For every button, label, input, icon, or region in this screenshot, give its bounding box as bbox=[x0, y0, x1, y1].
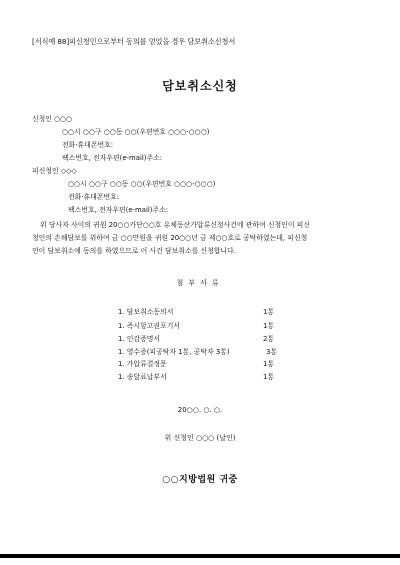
attachment-qty: 1통 bbox=[263, 373, 275, 381]
attachment-qty: 2통 bbox=[263, 335, 275, 343]
body-paragraph bbox=[32, 219, 370, 258]
attachment-name: 1. 즉시항고권포기서 bbox=[118, 322, 181, 330]
attachment-name: 1. 가압류결정문 bbox=[118, 360, 167, 368]
attachment-name: 1. 송달료납부서 bbox=[118, 373, 167, 381]
attachment-qty: 1통 bbox=[263, 322, 275, 330]
attachment-qty: 1통 bbox=[263, 308, 275, 316]
form-label: [서식예 88]피신청인으로부터 동의를 얻었을 경우 담보취소신청서 bbox=[32, 37, 236, 46]
applicant-fax-email: 팩스번호, 전자우편(e-mail)주소: bbox=[62, 154, 163, 162]
body-line: 청인의 손해담보를 위하여 금 ○○만원을 귀원 20○○년 금 제○○호로 공탁하였는데, 피신청 bbox=[32, 234, 308, 242]
attachment-qty: 1통 bbox=[263, 360, 275, 368]
attachment-name: 1. 담보취소동의서 bbox=[118, 308, 174, 316]
attachment-name: 1. 영수증(피공탁자 1통, 공탁자 3통) bbox=[118, 348, 230, 356]
attachment-item bbox=[118, 333, 288, 343]
respondent-fax-email: 팩스번호, 전자우편(e-mail)주소: bbox=[68, 206, 169, 214]
applicant-phone: 전화·휴대폰번호: bbox=[62, 141, 114, 149]
body-line: 인이 담보취소에 동의를 하였으므로 이 사건 담보취소를 신청합니다. bbox=[32, 247, 236, 255]
attachment-item bbox=[118, 371, 288, 381]
attachment-name: 1. 인감증명서 bbox=[118, 335, 161, 343]
respondent-label: 피신청인 ◇◇◇ bbox=[32, 167, 77, 175]
attachment-item bbox=[118, 306, 288, 316]
attachments-heading: 첨부서류 bbox=[176, 279, 224, 287]
court-name: ○○지방법원 귀중 bbox=[162, 475, 238, 485]
signer-line: 위 신청인 ○○○ (날인) bbox=[164, 434, 236, 442]
applicant-label: 신청인 ○○○ bbox=[32, 115, 73, 123]
body-line: 위 당사자 사이의 귀원 20○○카단○○호 유체동산가압류신청사건에 관하여 신청인이 피신 bbox=[40, 221, 310, 229]
date-line: 20○○. ○. ○. bbox=[177, 406, 223, 414]
bottom-rule bbox=[0, 554, 400, 558]
respondent-address: ○○시 ○○구 ○○동 ○○(우편번호 ○○○-○○○) bbox=[68, 180, 216, 188]
applicant-address: ○○시 ○○구 ○○동 ○○(우편번호 ○○○-○○○) bbox=[62, 128, 210, 136]
attachment-item bbox=[118, 358, 288, 368]
attachment-item bbox=[118, 320, 288, 330]
attachment-item bbox=[118, 346, 288, 356]
respondent-phone: 전화·휴대폰번호: bbox=[68, 193, 120, 201]
page-title: 담보취소신청 bbox=[162, 79, 238, 93]
attachment-qty: 3통 bbox=[266, 348, 278, 356]
